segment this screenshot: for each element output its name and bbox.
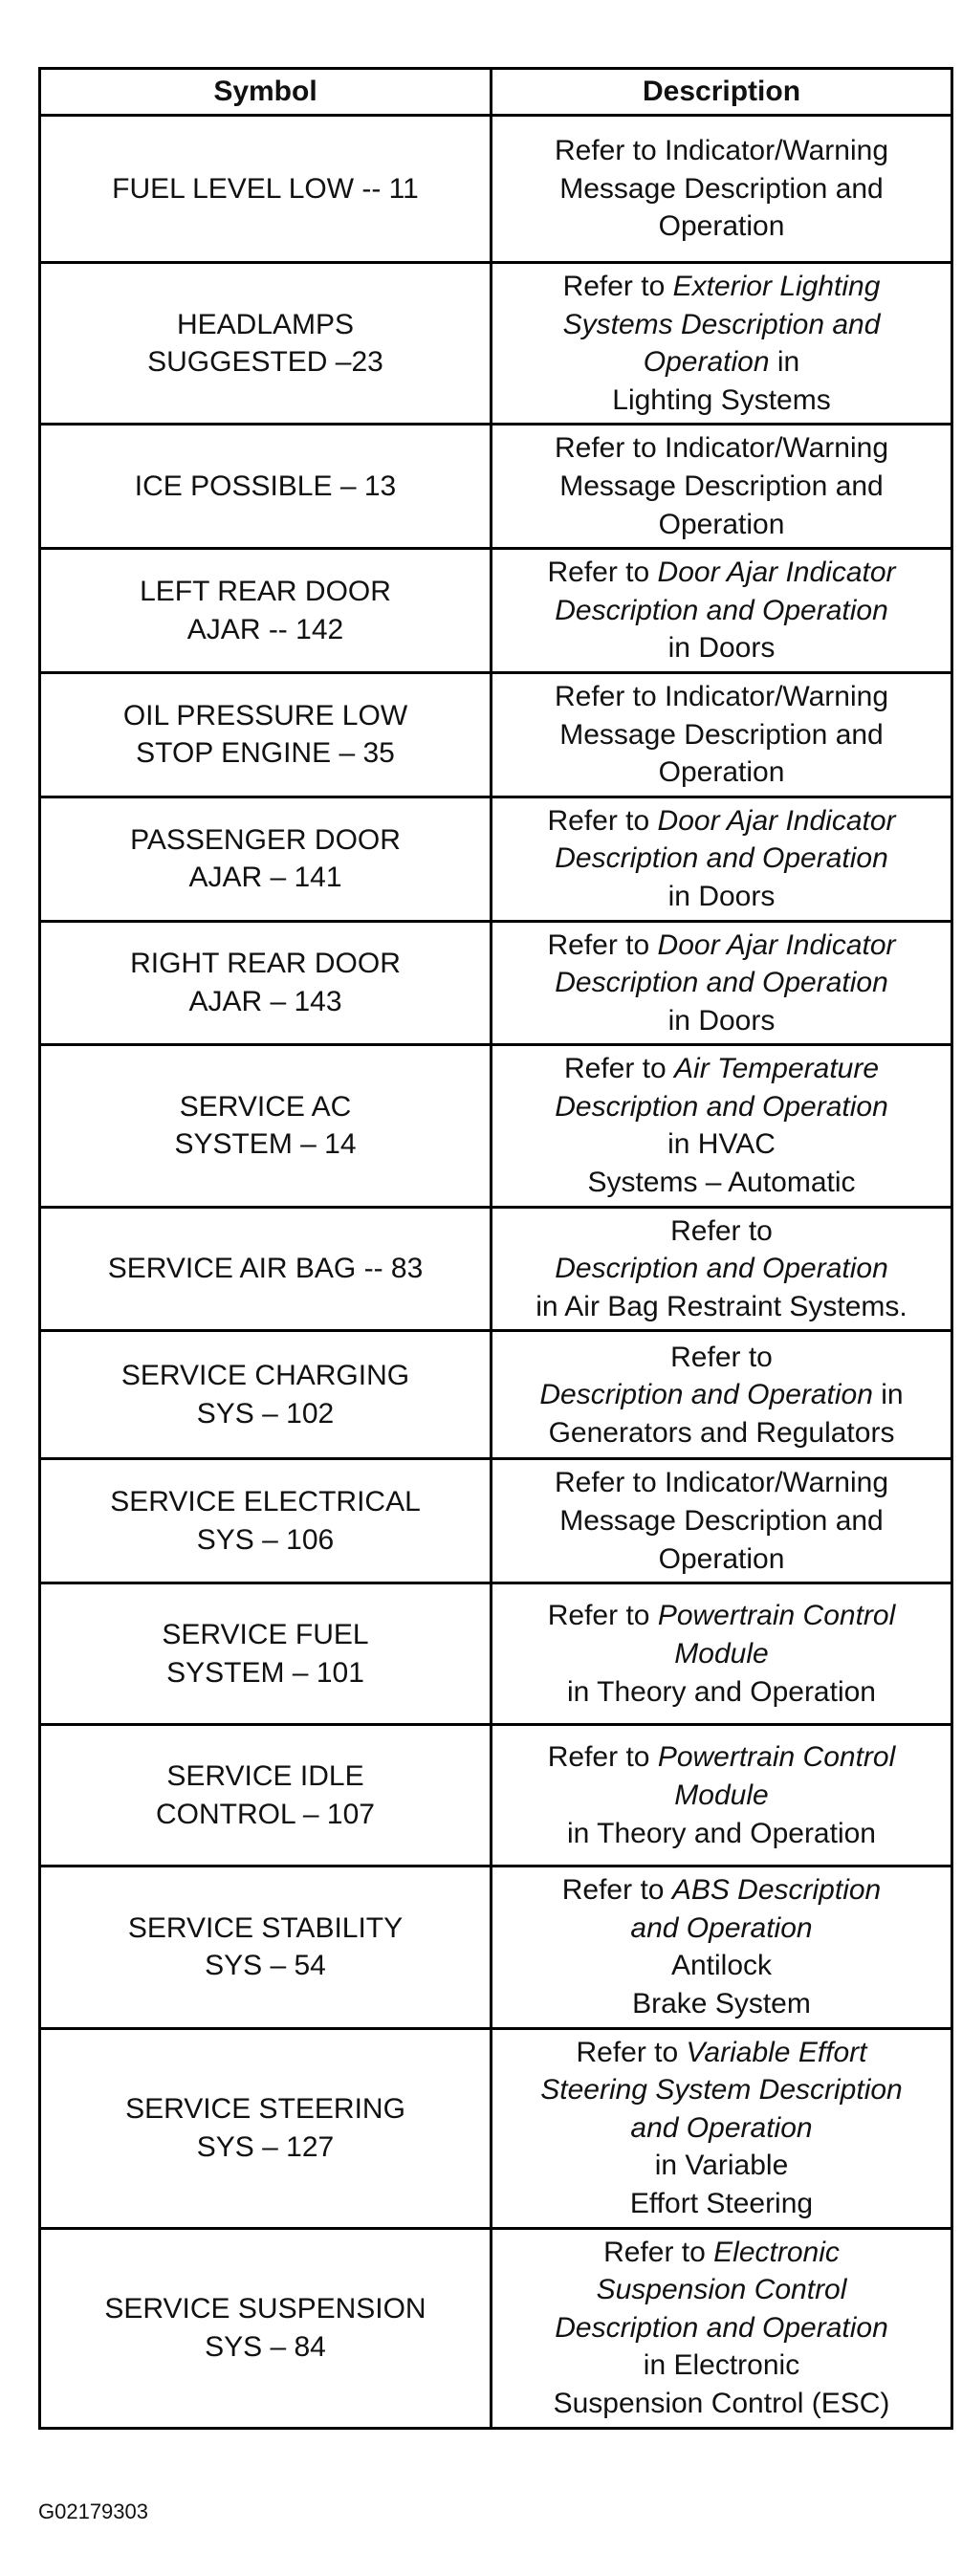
description-text: in Doors [667,1004,776,1037]
description-reference-italic: Steering System Description [540,2074,903,2107]
description-cell [492,1331,952,1459]
description-text: Suspension Control (ESC) [553,2387,890,2419]
description-cell [492,1045,952,1207]
description-line [500,343,943,382]
table-row [40,549,952,673]
description-text: in Doors [667,632,776,665]
description-text: Refer to [547,557,658,589]
table-row [40,1207,952,1331]
symbol-cell [40,1583,492,1725]
table-row [40,2228,952,2428]
description-text: in Doors [667,880,776,912]
description-line [500,1250,943,1288]
description-reference-italic: Description and Operation [555,967,888,999]
description-line [500,840,943,878]
description-reference-italic: Exterior Lighting [672,271,881,302]
description-line [500,1597,943,1635]
description-line [500,1635,943,1673]
description-text: in Theory and Operation [567,1675,876,1708]
description-line [500,2071,943,2109]
description-line [500,1376,943,1414]
description-text: Brake System [632,1988,811,2019]
description-line [500,592,943,630]
description-line [500,629,943,667]
description-line [500,1088,943,1126]
description-reference-italic: and Operation [630,1911,813,1944]
symbol-text: PASSENGER DOOR [130,823,401,856]
description-cell [492,921,952,1045]
description-text: Message Description and [559,718,884,751]
description-reference-italic: Variable Effort [686,2036,867,2068]
description-line [500,1815,943,1853]
symbol-cell [40,116,492,263]
description-cell [492,672,952,797]
symbol-description-table-container [38,67,951,2430]
description-text: Message Description and [559,172,884,205]
symbol-cell [40,2228,492,2428]
description-text: Refer to [547,1741,658,1774]
description-line [500,170,943,208]
description-reference-italic: Operation [643,346,770,379]
description-text: Refer to Indicator/Warning [554,680,889,712]
description-text: in Theory and Operation [567,1817,876,1849]
description-text: Antilock [670,1950,773,1982]
symbol-text: SERVICE IDLE [166,1760,364,1793]
table-row [40,1459,952,1583]
symbol-text: SYS – 84 [205,2330,326,2363]
symbol-text: SYSTEM – 14 [174,1128,357,1161]
table-body [40,116,952,2429]
symbol-text: SERVICE ELECTRICAL [110,1486,421,1518]
description-cell [492,797,952,921]
description-line [500,506,943,544]
description-text: Refer to [603,2236,714,2268]
description-line [500,1777,943,1815]
table-row [40,1867,952,2028]
symbol-cell [40,1459,492,1583]
description-line [500,554,943,592]
symbol-text: LEFT REAR DOOR [140,575,391,607]
description-line [500,429,943,468]
description-text: in HVAC [667,1128,776,1161]
description-line [500,1947,943,1985]
symbol-text: ICE POSSIBLE – 13 [134,469,397,502]
description-line [500,1673,943,1712]
symbol-text: SERVICE AIR BAG -- 83 [107,1253,424,1285]
description-text: in [872,1379,904,1411]
table-row [40,1045,952,1207]
description-text: Refer to Indicator/Warning [554,1467,889,1499]
description-line [500,382,943,420]
description-reference-italic: Suspension Control [596,2274,847,2306]
table-row [40,425,952,549]
symbol-cell [40,1207,492,1331]
description-cell [492,1459,952,1583]
description-text: Refer to [547,928,658,961]
symbol-cell [40,263,492,425]
symbol-text: SERVICE CHARGING [120,1360,410,1392]
description-reference-italic: Description and Operation [539,1379,873,1411]
symbol-cell [40,2028,492,2228]
description-line [500,1339,943,1377]
table-row [40,116,952,263]
description-text: Refer to [563,1053,675,1085]
description-reference-italic: Powertrain Control [657,1741,896,1774]
symbol-text: SERVICE FUEL [162,1619,369,1651]
symbol-cell [40,797,492,921]
description-line [500,306,943,344]
description-line [500,878,943,916]
description-reference-italic: ABS Description [671,1874,882,1907]
symbol-text: AJAR -- 142 [186,613,344,645]
symbol-text: SERVICE STEERING [125,2092,405,2125]
description-cell [492,1583,952,1725]
description-text: Refer to Indicator/Warning [554,432,889,465]
description-text: in [769,346,800,379]
description-line [500,1738,943,1777]
symbol-text: SYS – 54 [205,1950,326,1982]
description-reference-italic: Description and Operation [555,1090,888,1123]
description-line [500,678,943,716]
table-row [40,797,952,921]
symbol-text: OIL PRESSURE LOW [122,699,408,731]
symbol-text: SERVICE AC [179,1090,352,1123]
description-reference-italic: Description and Operation [555,2311,888,2344]
description-cell [492,1867,952,2028]
description-reference-italic: Module [674,1637,769,1670]
description-line [500,2385,943,2423]
description-text: Systems – Automatic [587,1167,856,1199]
symbol-cell [40,672,492,797]
description-reference-italic: Description and Operation [555,594,888,626]
description-cell [492,263,952,425]
description-line [500,1212,943,1251]
description-text: Lighting Systems [612,383,831,416]
description-text: Refer to [670,1341,773,1373]
description-line [500,2347,943,2385]
description-text: Effort Steering [629,2187,814,2219]
symbol-text: AJAR – 141 [188,862,342,894]
description-line [500,2271,943,2309]
table-row [40,1725,952,1867]
description-line [500,1414,943,1452]
symbol-text: SYS – 127 [196,2130,335,2163]
description-text: Refer to [547,804,658,837]
description-line [500,716,943,754]
table-row [40,1331,952,1459]
description-line [500,2234,943,2272]
description-text: Operation [658,756,785,789]
description-text: Message Description and [559,1505,884,1538]
description-text: Operation [658,1542,785,1575]
description-cell [492,425,952,549]
description-reference-italic: Door Ajar Indicator [657,928,896,961]
figure-id: G02179303 [38,2500,148,2523]
description-line [500,1288,943,1326]
description-line [500,1985,943,2023]
description-text: Operation [658,210,785,243]
description-cell [492,2028,952,2228]
table-row [40,2028,952,2228]
symbol-text: SYS – 106 [196,1523,335,1556]
table-row [40,921,952,1045]
description-line [500,2185,943,2223]
description-line [500,2147,943,2185]
symbol-cell [40,921,492,1045]
description-reference-italic: Module [674,1779,769,1811]
column-header-description: Description [492,69,952,116]
table-header-row [40,69,952,116]
description-cell [492,1725,952,1867]
symbol-text: AJAR – 143 [188,985,342,1017]
description-reference-italic: Electronic [713,2236,840,2268]
description-line [500,468,943,506]
description-text: in Electronic [643,2349,800,2382]
description-reference-italic: Systems Description and [562,308,881,340]
description-line [500,753,943,792]
table-row [40,672,952,797]
description-cell [492,2228,952,2428]
symbol-text: SYS – 102 [196,1397,335,1430]
description-reference-italic: and Operation [630,2111,813,2144]
description-line [500,1464,943,1502]
description-cell [492,116,952,263]
symbol-cell [40,1045,492,1207]
description-line [500,1002,943,1040]
symbol-text: SYSTEM – 101 [166,1656,364,1689]
symbol-text: RIGHT REAR DOOR [130,948,401,980]
description-reference-italic: Powertrain Control [657,1600,896,1632]
description-reference-italic: Air Temperature [674,1053,880,1085]
symbol-text: CONTROL – 107 [156,1798,375,1830]
description-text: Operation [658,508,785,540]
description-line [500,207,943,246]
symbol-cell [40,425,492,549]
description-text: Refer to Indicator/Warning [554,135,889,167]
description-line [500,1910,943,1948]
description-line [500,2034,943,2072]
description-line [500,802,943,840]
symbol-text: STOP ENGINE – 35 [136,737,395,770]
description-line [500,1540,943,1579]
symbol-text: SERVICE STABILITY [127,1911,404,1944]
description-text: Refer to [576,2036,687,2068]
description-line [500,2309,943,2347]
description-cell [492,1207,952,1331]
description-line [500,1164,943,1202]
table-row [40,1583,952,1725]
symbol-text: SUGGESTED –23 [147,346,383,379]
description-reference-italic: Door Ajar Indicator [657,557,896,589]
description-line [500,927,943,965]
description-line [500,964,943,1002]
symbol-cell [40,549,492,673]
description-reference-italic: Description and Operation [555,1253,888,1285]
symbol-cell [40,1725,492,1867]
description-text: Refer to [670,1214,773,1247]
description-text: Refer to [547,1600,658,1632]
table-row [40,263,952,425]
description-reference-italic: Door Ajar Indicator [657,804,896,837]
symbol-text: SERVICE SUSPENSION [104,2292,426,2325]
description-line [500,1125,943,1164]
description-line [500,1050,943,1088]
symbol-text: HEADLAMPS [176,308,355,340]
description-line [500,1871,943,1910]
description-reference-italic: Description and Operation [555,842,888,875]
symbol-description-table [38,67,953,2430]
description-text: Refer to [561,1874,672,1907]
description-text: Message Description and [559,469,884,502]
description-text: Generators and Regulators [548,1416,895,1449]
symbol-text: FUEL LEVEL LOW -- 11 [112,172,419,205]
description-text: in Variable [654,2150,789,2182]
column-header-symbol: Symbol [40,69,492,116]
description-text: in Air Bag Restraint Systems. [536,1290,907,1322]
symbol-cell [40,1331,492,1459]
description-line [500,2109,943,2148]
description-cell [492,549,952,673]
description-line [500,1502,943,1540]
symbol-cell [40,1867,492,2028]
description-line [500,132,943,170]
description-line [500,268,943,306]
description-text: Refer to [562,271,673,302]
